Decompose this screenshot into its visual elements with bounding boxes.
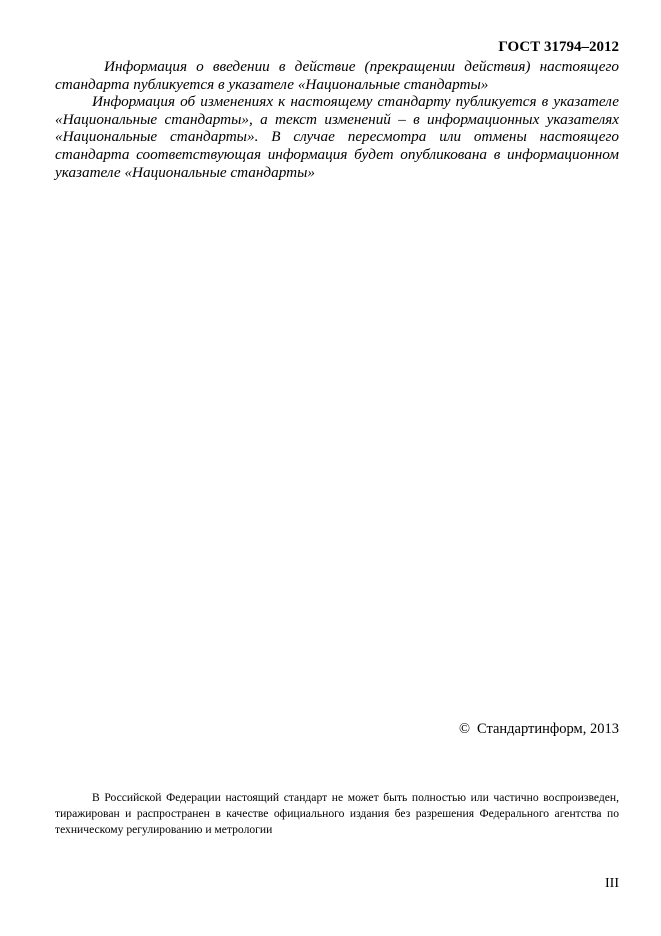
paragraph-publication-info: Информация о введении в действие (прекращении действия) настоящего стандарта публикуется в указателе «Национальные стандарты» [55,58,619,93]
page-number: III [605,876,619,891]
copyright-icon: © [458,721,470,737]
paragraph-amendments-info: Информация об изменениях к настоящему стандарту публикуется в указателе «Национальные стандарты», а текст изменений – в информационных указателях «Национальные стандарты». В случае пересмотра или отмены настоящего стандарта соответствующая информация будет опубликована в информационном указателе «Национальные стандарты» [55,93,619,181]
reproduction-notice: В Российской Федерации настоящий стандарт не может быть полностью или частично воспроизведен, тиражирован и распространен в качестве официального издания без разрешения Федерального агентства по техническому регулированию и метрологии [55,791,619,836]
publication-info-section [55,58,619,181]
copyright-text: Стандартинформ, 2013 [476,721,619,737]
document-code-header: ГОСТ 31794–2012 [498,39,619,55]
copyright-line [459,720,619,738]
